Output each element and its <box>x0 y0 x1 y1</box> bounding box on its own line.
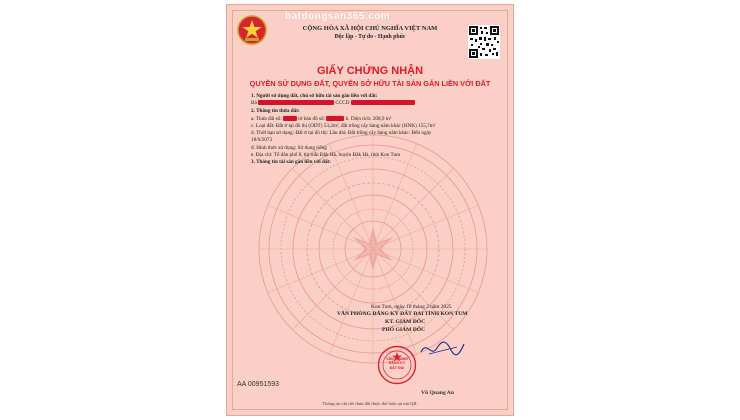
issuing-office: VĂN PHÒNG ĐĂNG KÝ ĐẤT ĐAI TỈNH KON TUM <box>337 311 468 317</box>
issue-date <box>371 304 452 310</box>
issue-day: 18 <box>406 304 412 310</box>
seal-text <box>377 357 417 370</box>
certificate-title: GIẤY CHỨNG NHẬN <box>316 65 424 77</box>
handwritten-signature <box>417 338 467 360</box>
watermark-text: batdongsan365.com <box>285 11 391 22</box>
land-type: c. Loại đất: Đất ở tại đô thị (ODT) 53,2m², đất trồng cây hàng năm khác (HNK) 155,7m² <box>251 123 436 129</box>
signer-role: PHÓ GIÁM ĐỐC <box>382 327 426 333</box>
seal-line-3: ĐẤT ĐAI <box>389 365 405 370</box>
redacted-id-number <box>351 100 415 105</box>
owner-prefix: Bà <box>251 100 257 106</box>
nation-name: CỘNG HÒA XÃ HỘI CHỦ NGHĨA VIỆT NAM <box>302 25 438 32</box>
redacted-owner-name <box>258 100 334 105</box>
section-2-heading: 2. Thông tin thửa đất: <box>251 108 300 114</box>
section-3-heading: 3. Thông tin tài sản gắn liền với đất: <box>251 159 331 165</box>
owner-line <box>251 100 415 106</box>
certificate-subtitle: QUYỀN SỬ DỤNG ĐẤT, QUYỀN SỞ HỮU TÀI SẢN GẮN LIỀN VỚI ĐẤT <box>249 79 491 88</box>
land-use-certificate <box>226 4 514 416</box>
usage-form: đ. Hình thức sử dụng: Sử dụng riêng <box>251 145 327 151</box>
section-1-heading: 1. Người sử dụng đất, chủ sở hữu tài sản gắn liền với đất: <box>251 93 378 99</box>
redacted-map-sheet <box>326 116 344 121</box>
parcel-address: e. Địa chỉ: Tổ dân phố 8, thị trấn Đăk Hà, huyện Đăk Hà, tỉnh Kon Tum <box>251 152 401 158</box>
footer-note: Thông tin chi tiết thửa đất được thể hiện tại mã QR. <box>322 401 418 406</box>
seal-line-1: VĂN PHÒNG <box>386 357 408 361</box>
signer-authority: KT. GIÁM ĐỐC <box>385 319 426 325</box>
issue-month: 3 <box>426 304 429 310</box>
redacted-parcel-number <box>283 116 297 121</box>
national-motto: Độc lập - Tự do - Hạnh phúc <box>334 34 406 40</box>
parcel-area: b. Diện tích: 208,9 m² <box>345 116 392 122</box>
id-label: CCCD <box>335 100 350 106</box>
parcel-line <box>251 116 391 122</box>
parcel-number-label: a. Thửa đất số: <box>251 116 282 122</box>
map-sheet-label: tờ bản đồ số: <box>298 116 326 122</box>
date-prefix: Kon Tum, ngày <box>371 304 405 310</box>
issue-year: năm 2025 <box>430 304 452 310</box>
seal-line-2: ĐĂNG KÝ <box>388 361 406 366</box>
usage-term: d. Thời hạn sử dụng: Đất ở tại đô thị: Lâu dài; Đất trồng cây hàng năm khác: Đến ngày <box>251 130 432 136</box>
month-label: tháng <box>412 304 425 310</box>
signer-name: Vũ Quang An <box>421 390 454 396</box>
serial-number: AA 00951593 <box>237 381 280 388</box>
bronze-drum-pattern <box>257 133 489 365</box>
usage-term-date: 18/6/2073 <box>251 137 273 143</box>
